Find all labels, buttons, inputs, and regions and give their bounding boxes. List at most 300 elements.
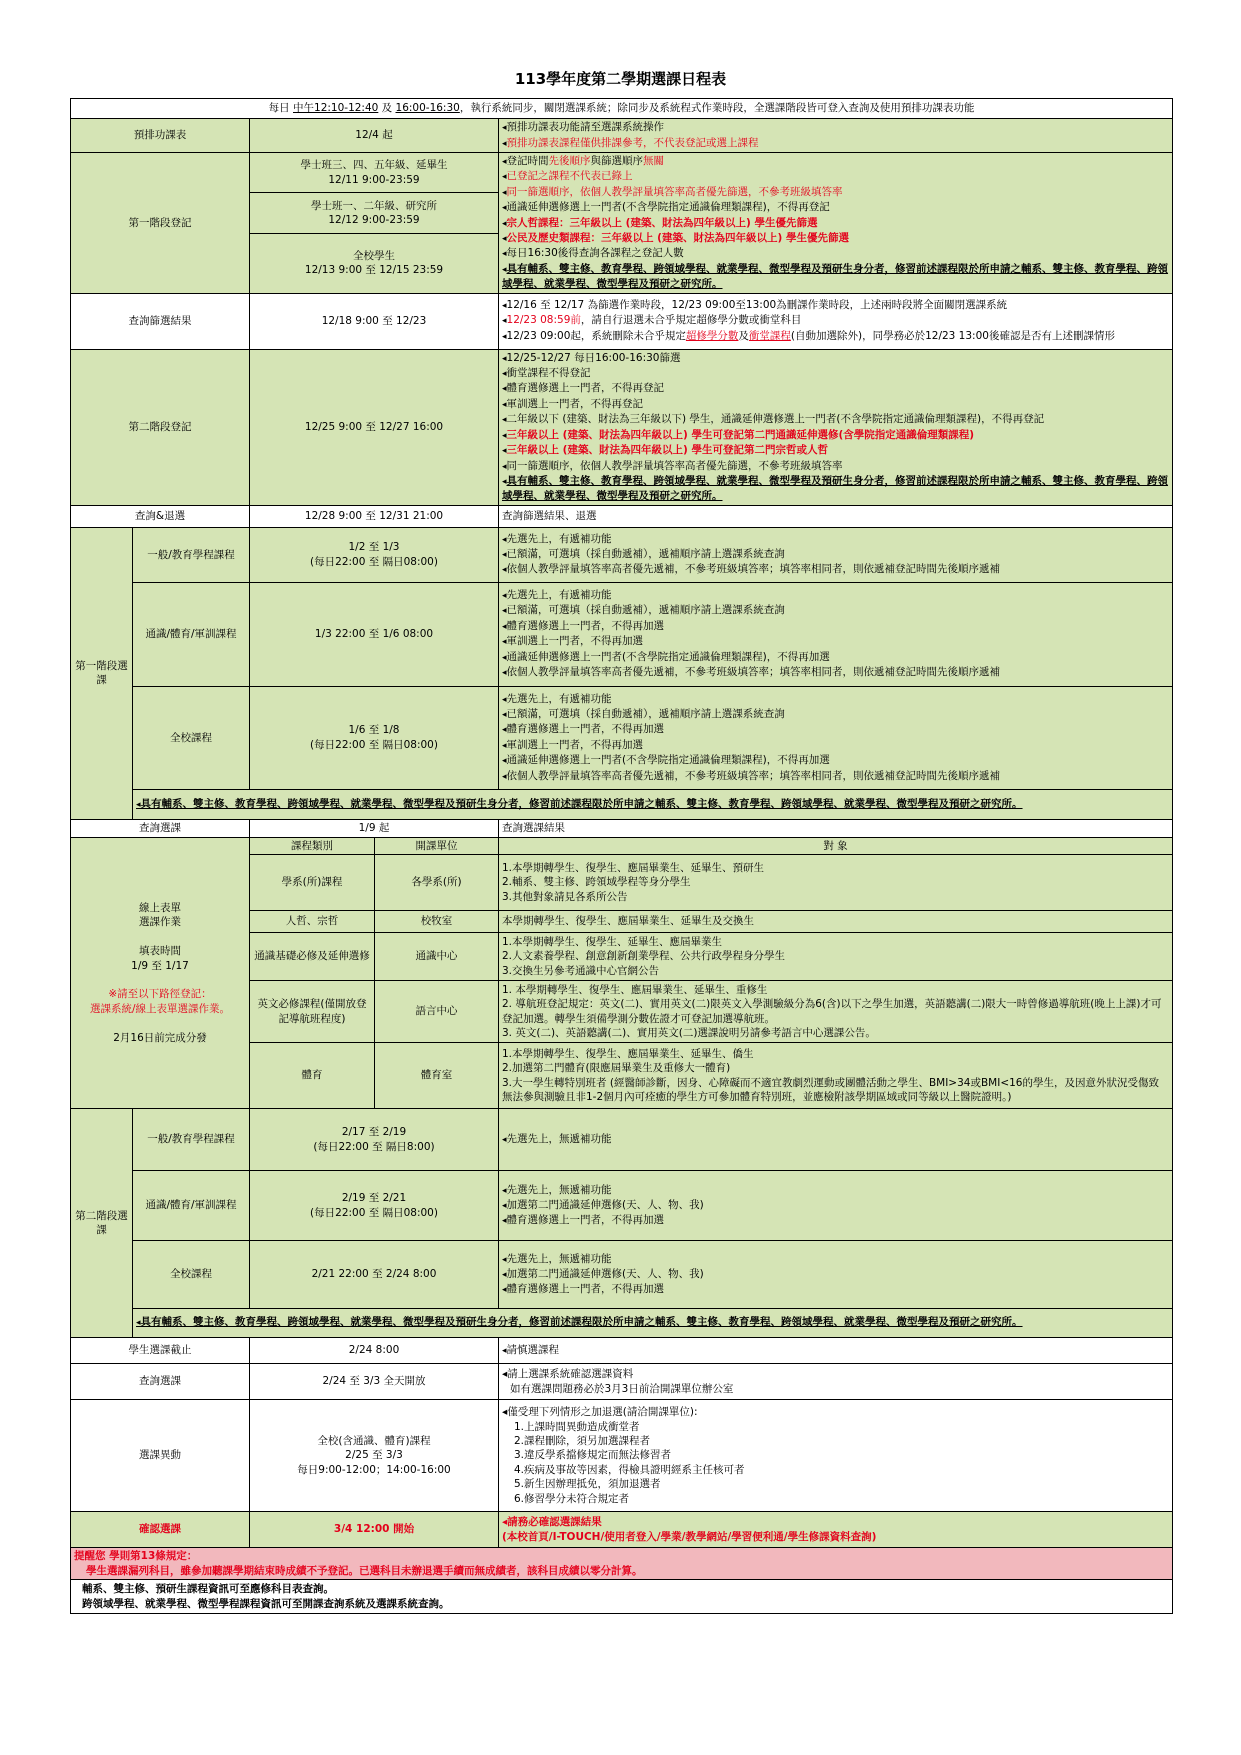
table-row: [71, 1241, 1173, 1309]
table-row: [71, 1109, 1173, 1171]
text-segment: 具有輔系、雙主修、教育學程、跨領域學程、就業學程、微型學程及預研生身分者，修習前述課程限於所申請之輔系、雙主修、教育學程、跨領域學程、就業學程、微型學程及預研之研究所。: [502, 474, 1169, 503]
footer-notes: [71, 1580, 1173, 1614]
column-header: [375, 837, 499, 854]
target-cell: [499, 981, 1173, 1043]
date-cell: [250, 1109, 499, 1171]
text-segment: 超修學分數: [685, 329, 739, 342]
date-cell: [250, 686, 499, 789]
table-row: [71, 527, 1173, 582]
text-segment: 二年級以下 (建築、財法為三年級以下) 學生，通識延伸選修選上一門者(不含學院指定通識倫理類課程)，不得再登記: [506, 413, 1045, 426]
bullet-item: [502, 428, 1169, 443]
table-row: [71, 789, 1173, 819]
bullet-item: [502, 154, 1169, 169]
target-line: 3.交換生另參考通識中心官網公告: [502, 964, 660, 977]
text-line: 第二階段選課: [75, 1209, 128, 1237]
list-item: 1.上課時間異動造成衝堂者: [514, 1420, 640, 1433]
target-cell: [499, 933, 1173, 981]
target-cell: [499, 911, 1173, 933]
bullet-item: [502, 1282, 1169, 1297]
sub-course-type: [133, 527, 250, 582]
table-row: [71, 349, 1173, 505]
sub-course-type: [133, 1171, 250, 1241]
table-row: [71, 119, 1173, 153]
text-line: 12/25 9:00 至 12/27 16:00: [304, 420, 444, 433]
table-row: [71, 1171, 1173, 1241]
bullet-item: [502, 707, 1169, 722]
text-line: 全校(含通識、體育)課程: [317, 1435, 431, 1448]
text-segment: 依個人教學評量填答率高者優先遞補，不參考班級填答率；填答率相同者，則依遞補登記時間先後順序遞補: [506, 563, 1001, 576]
text-line: 填表時間: [139, 945, 181, 958]
text-segment: 先後順序: [548, 155, 591, 167]
text-line: (本校首頁/I-TOUCH/使用者登入/學業/教學網站/學習便利通/學生修課資料查詢): [502, 1530, 877, 1543]
text-line: 全校課程: [170, 731, 212, 744]
text-segment: 每日16:30後得查詢各課程之登記人數: [506, 247, 684, 260]
course-unit: [375, 855, 499, 911]
text-segment: 同一篩選順序，依個人教學評量填答率高者優先篩選，不參考班級填答率: [506, 185, 843, 198]
date-cell: [250, 233, 499, 293]
text-line: 對 象: [823, 839, 848, 852]
text-segment: 加選第二門通識延伸選修(天、人、物、我): [506, 1267, 704, 1280]
desc-cell: [499, 349, 1173, 505]
text-line: 如有選課問題務必於3月3日前洽開課單位辦公室: [510, 1382, 734, 1395]
text-segment: 先選先上，有遞補功能: [506, 532, 612, 545]
date-cell: [250, 153, 499, 193]
bullet-item: [502, 753, 1169, 768]
table-row: [71, 819, 1173, 837]
target-line: 1.本學期轉學生、復學生、延畢生、應屆畢業生: [502, 936, 723, 949]
text-segment: 無關: [643, 155, 665, 167]
text-segment: 依個人教學評量填答率高者優先遞補，不參考班級填答率；填答率相同者，則依遞補登記時間先後順序遞補: [506, 666, 1001, 679]
text-line: 選課作業: [139, 916, 181, 929]
bullet-item: [502, 443, 1169, 458]
bullet-item: [502, 1183, 1169, 1198]
bullet-item: [502, 1213, 1169, 1228]
bullet-item: [502, 262, 1169, 292]
text-line: 查詢選課: [139, 1375, 181, 1388]
bullet-item: [502, 313, 1169, 328]
target-line: 1.本學期轉學生、復學生、應屆畢業生、延畢生、僑生: [502, 1047, 754, 1060]
desc-cell: [499, 1364, 1173, 1400]
desc-cell: [499, 505, 1173, 527]
text-line: 12/12 9:00-23:59: [328, 214, 420, 227]
text-line: 1/9 至 1/17: [131, 959, 189, 972]
text-line: 校牧室: [420, 915, 453, 928]
table-row: [71, 1309, 1173, 1338]
text-segment: 宗人哲課程：三年級以上 (建築、財法為四年級以上) 學生優先篩選: [506, 216, 818, 229]
text-segment: 已額滿，可選填（採自動遞補），遞補順序請上選課系統查詢: [506, 707, 785, 720]
list-item: 6.修習學分未符合規定者: [514, 1492, 630, 1505]
target-line: 2.輔系、雙主修、跨領域學程等身分學生: [502, 876, 691, 889]
target-line: 3. 英文(二)、英語聽講(二)、實用英文(二)選課說明另請參考語言中心選課公告。: [502, 1027, 876, 1040]
text-line: 一般/教育學程課程: [147, 1133, 235, 1146]
text-segment: 登記時間: [506, 155, 549, 167]
text-segment: 先選先上，有遞補功能: [506, 589, 612, 601]
reminder-box: [71, 1548, 1173, 1580]
text-line: 學系(所)課程: [281, 876, 343, 889]
bullet-item: [502, 769, 1169, 784]
text-line: 12/11 9:00-23:59: [328, 173, 420, 186]
text-line: 12/28 9:00 至 12/31 21:00: [304, 510, 444, 523]
stage-label: [71, 527, 133, 819]
text-line: 3/4 12:00 開始: [333, 1523, 415, 1536]
stage-label: [71, 153, 250, 294]
date-cell: [250, 1400, 499, 1512]
text-segment: 12/23 09:00起，系統刪除未合乎規定: [506, 329, 686, 342]
bullet-item: [502, 532, 1169, 547]
stage-label: [71, 293, 250, 349]
page-title: 113學年度第二學期選課日程表: [514, 70, 727, 88]
course-unit: [375, 911, 499, 933]
text-line: 12/4 起: [355, 129, 393, 142]
bullet-item: [502, 1252, 1169, 1267]
stage-label: [71, 819, 250, 837]
bullet-item: [502, 185, 1169, 200]
text-line: 學生選課截止: [128, 1344, 192, 1357]
text-line: 1/3 22:00 至 1/6 08:00: [314, 628, 434, 641]
text-line: 每日9:00-12:00；14:00-16:00: [297, 1463, 451, 1476]
stage-label: [71, 1338, 250, 1364]
bullet-item: [502, 588, 1169, 603]
stage-label: [71, 349, 250, 505]
table-row: [71, 153, 1173, 193]
text-line: 體育室: [420, 1069, 453, 1082]
text-line: 12/13 9:00 至 12/15 23:59: [304, 264, 444, 277]
text-segment: 依個人教學評量填答率高者優先遞補，不參考班級填答率；填答率相同者，則依遞補登記時間先後順序遞補: [506, 769, 1001, 782]
stage-label: [71, 119, 250, 153]
text-segment: 體育選修選上一門者，不得再加選: [506, 619, 665, 632]
bullet-item: [502, 351, 1169, 366]
text-line: 通識中心: [415, 950, 458, 963]
table-row: [71, 837, 1173, 854]
text-line: 第一階段登記: [128, 216, 192, 229]
text-segment: 先選先上，無遞補功能: [506, 1132, 612, 1145]
bullet-item: ◂ 請慎選課程: [502, 1343, 1169, 1358]
text-segment: 12/25-12/27 每日16:00-16:30篩選: [506, 351, 681, 364]
bullet-item: [502, 634, 1169, 649]
target-line: 2.加選第二門體育(限應屆畢業生及重修大一體育): [502, 1062, 731, 1075]
spacer: [74, 1016, 246, 1030]
text-segment: 預排功課表功能請至選課系統操作: [506, 121, 665, 134]
text-line: 查詢篩選結果: [128, 314, 192, 327]
text-segment: 預排功課表課程僅供排課參考，不代表登記或選上課程: [506, 136, 759, 149]
table-row: [71, 1400, 1173, 1512]
bullet-item: [502, 619, 1169, 634]
text-segment: ，請自行退選未合乎規定超修學分數或衝堂科目: [580, 314, 802, 327]
table-row: [71, 1338, 1173, 1364]
bullet-item: [502, 381, 1169, 396]
text-line: (每日22:00 至 隔日8:00): [313, 1140, 435, 1153]
bullet-item: [502, 397, 1169, 412]
text-line: 1/6 至 1/8: [348, 724, 400, 737]
text-segment: 體育選修選上一門者，不得再加選: [506, 723, 665, 736]
column-header: [499, 837, 1173, 854]
desc-cell: [499, 819, 1173, 837]
text-segment: 先選先上，無遞補功能: [506, 1252, 612, 1265]
text-segment: 12/16 至 12/17 為篩選作業時段，12/23 09:00至13:00為刪課作業時段，上述兩時段將全面關閉選課系統: [506, 299, 1008, 312]
bullet-item: ◂請務必確認選課結果: [502, 1516, 602, 1529]
bullet-item: ◂請上選課系統確認選課資料: [502, 1368, 634, 1381]
bullet-item: [502, 120, 1169, 135]
stage-footer-note: [133, 789, 1173, 819]
bullet-item: [502, 231, 1169, 246]
date-cell: [250, 1512, 499, 1548]
text-line: 選課異動: [139, 1449, 181, 1462]
text-segment: 三年級以上 (建築、財法為四年級以上) 學生可登記第二門通識延伸選修(含學院指定通識倫理類課程): [506, 428, 975, 441]
table-row: [71, 1548, 1173, 1580]
text-segment: 通識延伸選修選上一門者(不含學院指定通識倫理類課程)，不得再加選: [506, 650, 830, 663]
bullet-item: [502, 1267, 1169, 1282]
text-line: 查詢篩選結果、退選: [502, 510, 597, 523]
bullet-item: [502, 692, 1169, 707]
text-segment: 中午12:10-12:40: [293, 102, 379, 115]
text-line: 第二階段登記: [128, 420, 192, 433]
text-segment: 16:00-16:30: [395, 102, 460, 115]
text-segment: 同一篩選順序，依個人教學評量填答率高者優先篩選，不參考班級填答率: [506, 459, 843, 472]
text-line: 全校學生: [353, 249, 395, 262]
text-line: 預排功課表: [133, 129, 187, 142]
table-row: [71, 686, 1173, 789]
bullet-item: [502, 562, 1169, 577]
bullet-item: ◂ 具有輔系、雙主修、教育學程、跨領域學程、就業學程、微型學程及預研生身分者，修習前述課程限於所申請之輔系、雙主修、教育學程、跨領域學程、就業學程、微型學程及預研之研究所。: [136, 1315, 1169, 1330]
bullet-item: ◂ 具有輔系、雙主修、教育學程、跨領域學程、就業學程、微型學程及預研生身分者，修習前述課程限於所申請之輔系、雙主修、教育學程、跨領域學程、就業學程、微型學程及預研之研究所。: [136, 797, 1169, 812]
desc-cell: [499, 1241, 1173, 1309]
table-row: [71, 1512, 1173, 1548]
text-line: 學士班三、四、五年級、延畢生: [300, 159, 448, 172]
bullet-item: [502, 474, 1169, 504]
course-category: [250, 911, 375, 933]
text-line: 查詢選課: [139, 822, 181, 835]
text-line: 學生選課漏列科目，雖參加聽課學期結束時成績不予登記。已選科目未辦退選手續而無成績者，該科目成績以零分計算。: [86, 1564, 643, 1577]
stage-label: [71, 1512, 250, 1548]
text-line: (每日22:00 至 隔日08:00): [310, 738, 438, 751]
text-segment: 具有輔系、雙主修、教育學程、跨領域學程、就業學程、微型學程及預研生身分者，修習前述課程限於所申請之輔系、雙主修、教育學程、跨領域學程、就業學程、微型學程及預研之研究所。: [502, 262, 1169, 291]
bullet-item: [502, 459, 1169, 474]
course-unit: [375, 933, 499, 981]
footer-note: 跨領域學程、就業學程、微型學程課程資訊可至開課查詢系統及選課系統查詢。: [82, 1597, 450, 1610]
list-item: 5.新生因辦理抵免，須加退選者: [514, 1478, 661, 1491]
stage-label: [71, 1109, 133, 1338]
sub-course-type: [133, 1241, 250, 1309]
text-line: 1/2 至 1/3: [348, 541, 400, 554]
desc-cell: [499, 293, 1173, 349]
footer-note: 輔系、雙主修、預研生課程資訊可至應修科目表查詢。: [82, 1583, 334, 1596]
bullet-item: [502, 738, 1169, 753]
bullet-item: [502, 722, 1169, 737]
target-line: 3.其他對象請見各系所公告: [502, 890, 628, 903]
bullet-item: [502, 200, 1169, 215]
table-row: [71, 293, 1173, 349]
date-cell: [250, 819, 499, 837]
text-segment: 衝堂課程: [748, 329, 791, 342]
target-line: 1. 本學期轉學生、復學生、應屆畢業生、延畢生、重修生: [502, 983, 768, 996]
date-cell: [250, 349, 499, 505]
text-segment: 與篩選順序: [590, 155, 644, 167]
bullet-item: [502, 650, 1169, 665]
desc-cell: [499, 119, 1173, 153]
text-line: 體育: [301, 1069, 323, 1082]
text-segment: 已額滿，可選填（採自動遞補），遞補順序請上選課系統查詢: [506, 548, 785, 561]
text-line: 第一階段選課: [75, 659, 128, 687]
text-line: 12/18 9:00 至 12/23: [321, 314, 427, 327]
desc-cell: [499, 1512, 1173, 1548]
header-note: [71, 99, 1173, 119]
bullet-item: [502, 329, 1169, 344]
text-segment: 三年級以上 (建築、財法為四年級以上) 學生可登記第二門宗哲或人哲: [506, 444, 828, 457]
date-cell: [250, 527, 499, 582]
table-row: [71, 1580, 1173, 1614]
text-segment: 及: [378, 102, 396, 115]
course-category: [250, 855, 375, 911]
spacer: [74, 930, 246, 944]
desc-cell: [499, 582, 1173, 686]
target-line: 1.本學期轉學生、復學生、應屆畢業生、延畢生、預研生: [502, 862, 765, 875]
text-line: 通識/體育/軍訓課程: [145, 628, 237, 641]
desc-cell: [499, 686, 1173, 789]
text-segment: 衝堂課程不得登記: [506, 367, 591, 380]
text-line: 開課單位: [415, 839, 458, 852]
bullet-item: [502, 412, 1169, 427]
date-cell: [250, 193, 499, 233]
text-line: 2/24 8:00: [348, 1344, 400, 1357]
bullet-item: [502, 366, 1169, 381]
text-line: 各學系(所): [411, 876, 462, 889]
spacer: [74, 973, 246, 987]
text-line: 2/21 22:00 至 2/24 8:00: [311, 1268, 437, 1281]
bullet-item: ◂僅受理下列情形之加退選(請洽開課單位):: [502, 1406, 698, 1419]
date-cell: [250, 293, 499, 349]
desc-cell: [499, 527, 1173, 582]
course-category: [250, 981, 375, 1043]
target-cell: [499, 1043, 1173, 1109]
text-segment: 12/23 08:59前: [506, 314, 581, 327]
bullet-item: [502, 298, 1169, 313]
course-category: [250, 933, 375, 981]
list-item: 4.疾病及事故等因素，得檢具證明經系主任核可者: [514, 1463, 745, 1476]
list-item: 2.課程刪除，須另加選課程者: [514, 1435, 651, 1448]
text-line: 2月16日前完成分發: [113, 1031, 207, 1044]
sub-course-type: [133, 1109, 250, 1171]
bullet-item: [502, 665, 1169, 680]
red-note: 選課系統/線上表單選課作業。: [89, 1002, 231, 1015]
column-header: [250, 837, 375, 854]
text-segment: 軍訓選上一門者，不得再加選: [506, 635, 644, 648]
text-line: 通識基礎必修及延伸選修: [254, 950, 370, 963]
course-category: [250, 1043, 375, 1109]
bullet-item: [502, 1132, 1169, 1147]
stage-label: [71, 505, 250, 527]
red-note: ※請至以下路徑登記：: [108, 988, 212, 1001]
text-segment: ，執行系統同步，關閉選課系統；除同步及系統程式作業時段，全選課階段皆可登入查詢及使用預排功課表功能: [459, 102, 975, 115]
target-line: 3.大一學生轉特別班者 (經醫師診斷，因身、心障礙而不適宜教劇烈運動或團體活動之學生、BMI>34或BMI<16的學生，及因意外狀況受傷致無法參與測驗且非1-2個月內可痊癒的學生方可參加體育特別班，並應檢附該學期區域或同等級以上醫院證明。): [502, 1076, 1159, 1104]
desc-cell: [499, 153, 1173, 294]
desc-cell: [499, 1338, 1173, 1364]
text-line: 學士班一、二年級、研究所: [311, 199, 437, 212]
target-line: 2. 導航班登記規定：英文(二)、實用英文(二)限英文入學測驗級分為6(含)以下之學生加選，英語聽講(二)限大一時曾修過導航班(晚上上課)才可登記加選。轉學生須備學測分數佐證才可登記加選導航班。: [502, 998, 1162, 1025]
table-row: [71, 99, 1173, 119]
desc-cell: [499, 1171, 1173, 1241]
text-segment: 已登記之課程不代表已錄上: [506, 170, 633, 183]
date-cell: [250, 505, 499, 527]
date-cell: [250, 582, 499, 686]
table-row: [71, 505, 1173, 527]
text-segment: 先選先上，有遞補功能: [506, 692, 612, 705]
sub-course-type: [133, 686, 250, 789]
text-line: 一般/教育學程課程: [147, 548, 235, 561]
text-segment: (自動加選除外)，同學務必於12/23 13:00後確認是否有上述刪課情形: [790, 329, 1115, 342]
text-line: 語言中心: [415, 1005, 458, 1018]
text-line: 2/19 至 2/21: [341, 1192, 407, 1205]
text-segment: 體育選修選上一門者，不得再登記: [506, 382, 665, 395]
date-cell: [250, 1364, 499, 1400]
bullet-item: [502, 603, 1169, 618]
text-segment: 先選先上，無遞補功能: [506, 1183, 612, 1196]
bullet-item: [502, 547, 1169, 562]
text-line: 人哲、宗哲: [285, 915, 339, 928]
text-line: 線上表單: [139, 901, 181, 914]
text-line: 課程類別: [291, 839, 333, 852]
bullet-item: [502, 136, 1169, 151]
text-line: 1/9 起: [358, 822, 390, 835]
date-cell: [250, 1338, 499, 1364]
text-line: (每日22:00 至 隔日08:00): [310, 1206, 438, 1219]
text-segment: 通識延伸選修選上一門者(不含學院指定通識倫理類課程)，不得再加選: [506, 754, 830, 767]
bullet-item: [502, 216, 1169, 231]
target-line: 2.人文素養學程、創意創新創業學程、公共行政學程身分學生: [502, 950, 786, 963]
desc-cell: [499, 1400, 1173, 1512]
course-unit: [375, 1043, 499, 1109]
text-segment: 軍訓選上一門者，不得再登記: [506, 397, 644, 410]
date-cell: [250, 1171, 499, 1241]
stage-label: [71, 1400, 250, 1512]
table-row: [71, 582, 1173, 686]
text-line: 2/25 至 3/3: [345, 1449, 403, 1462]
text-segment: 通識延伸選修選上一門者(不含學院指定通識倫理類課程)，不得再登記: [506, 201, 830, 214]
target-cell: [499, 855, 1173, 911]
text-line: 查詢&退選: [134, 510, 186, 523]
date-cell: [250, 119, 499, 153]
text-line: 英文必修課程(僅開放登記導航班程度): [257, 998, 367, 1025]
target-line: 本學期轉學生、復學生、應屆畢業生、延畢生及交換生: [502, 915, 754, 928]
text-line: 確認選課: [139, 1523, 181, 1536]
bullet-item: [502, 1198, 1169, 1213]
online-form-info: [71, 837, 250, 1108]
text-line: 2/24 至 3/3 全天開放: [322, 1375, 426, 1388]
course-unit: [375, 981, 499, 1043]
text-segment: 每日: [268, 102, 294, 115]
bullet-item: [502, 246, 1169, 261]
text-segment: 體育選修選上一門者，不得再加選: [506, 1214, 665, 1227]
sub-course-type: [133, 582, 250, 686]
table-row: [71, 1364, 1173, 1400]
stage-footer-note: [133, 1309, 1173, 1338]
text-segment: 公民及歷史類課程：三年級以上 (建築、財法為四年級以上) 學生優先篩選: [506, 232, 849, 245]
list-item: 3.違反學系擋修規定而無法修習者: [514, 1449, 672, 1462]
desc-cell: [499, 1109, 1173, 1171]
text-line: 2/17 至 2/19: [341, 1126, 407, 1139]
text-line: 提醒您 學則第13條規定：: [74, 1550, 198, 1563]
text-segment: 及: [738, 329, 749, 342]
text-segment: 加選第二門通識延伸選修(天、人、物、我): [506, 1198, 704, 1211]
text-segment: 已額滿，可選填（採自動遞補），遞補順序請上選課系統查詢: [506, 604, 785, 617]
stage-label: [71, 1364, 250, 1400]
bullet-item: [502, 169, 1169, 184]
text-segment: 軍訓選上一門者，不得再加選: [506, 738, 644, 751]
schedule-table: [70, 98, 1173, 1614]
text-line: 全校課程: [170, 1268, 212, 1281]
text-line: 通識/體育/軍訓課程: [145, 1199, 237, 1212]
text-line: (每日22:00 至 隔日08:00): [310, 555, 438, 568]
text-line: 查詢選課結果: [502, 822, 565, 835]
